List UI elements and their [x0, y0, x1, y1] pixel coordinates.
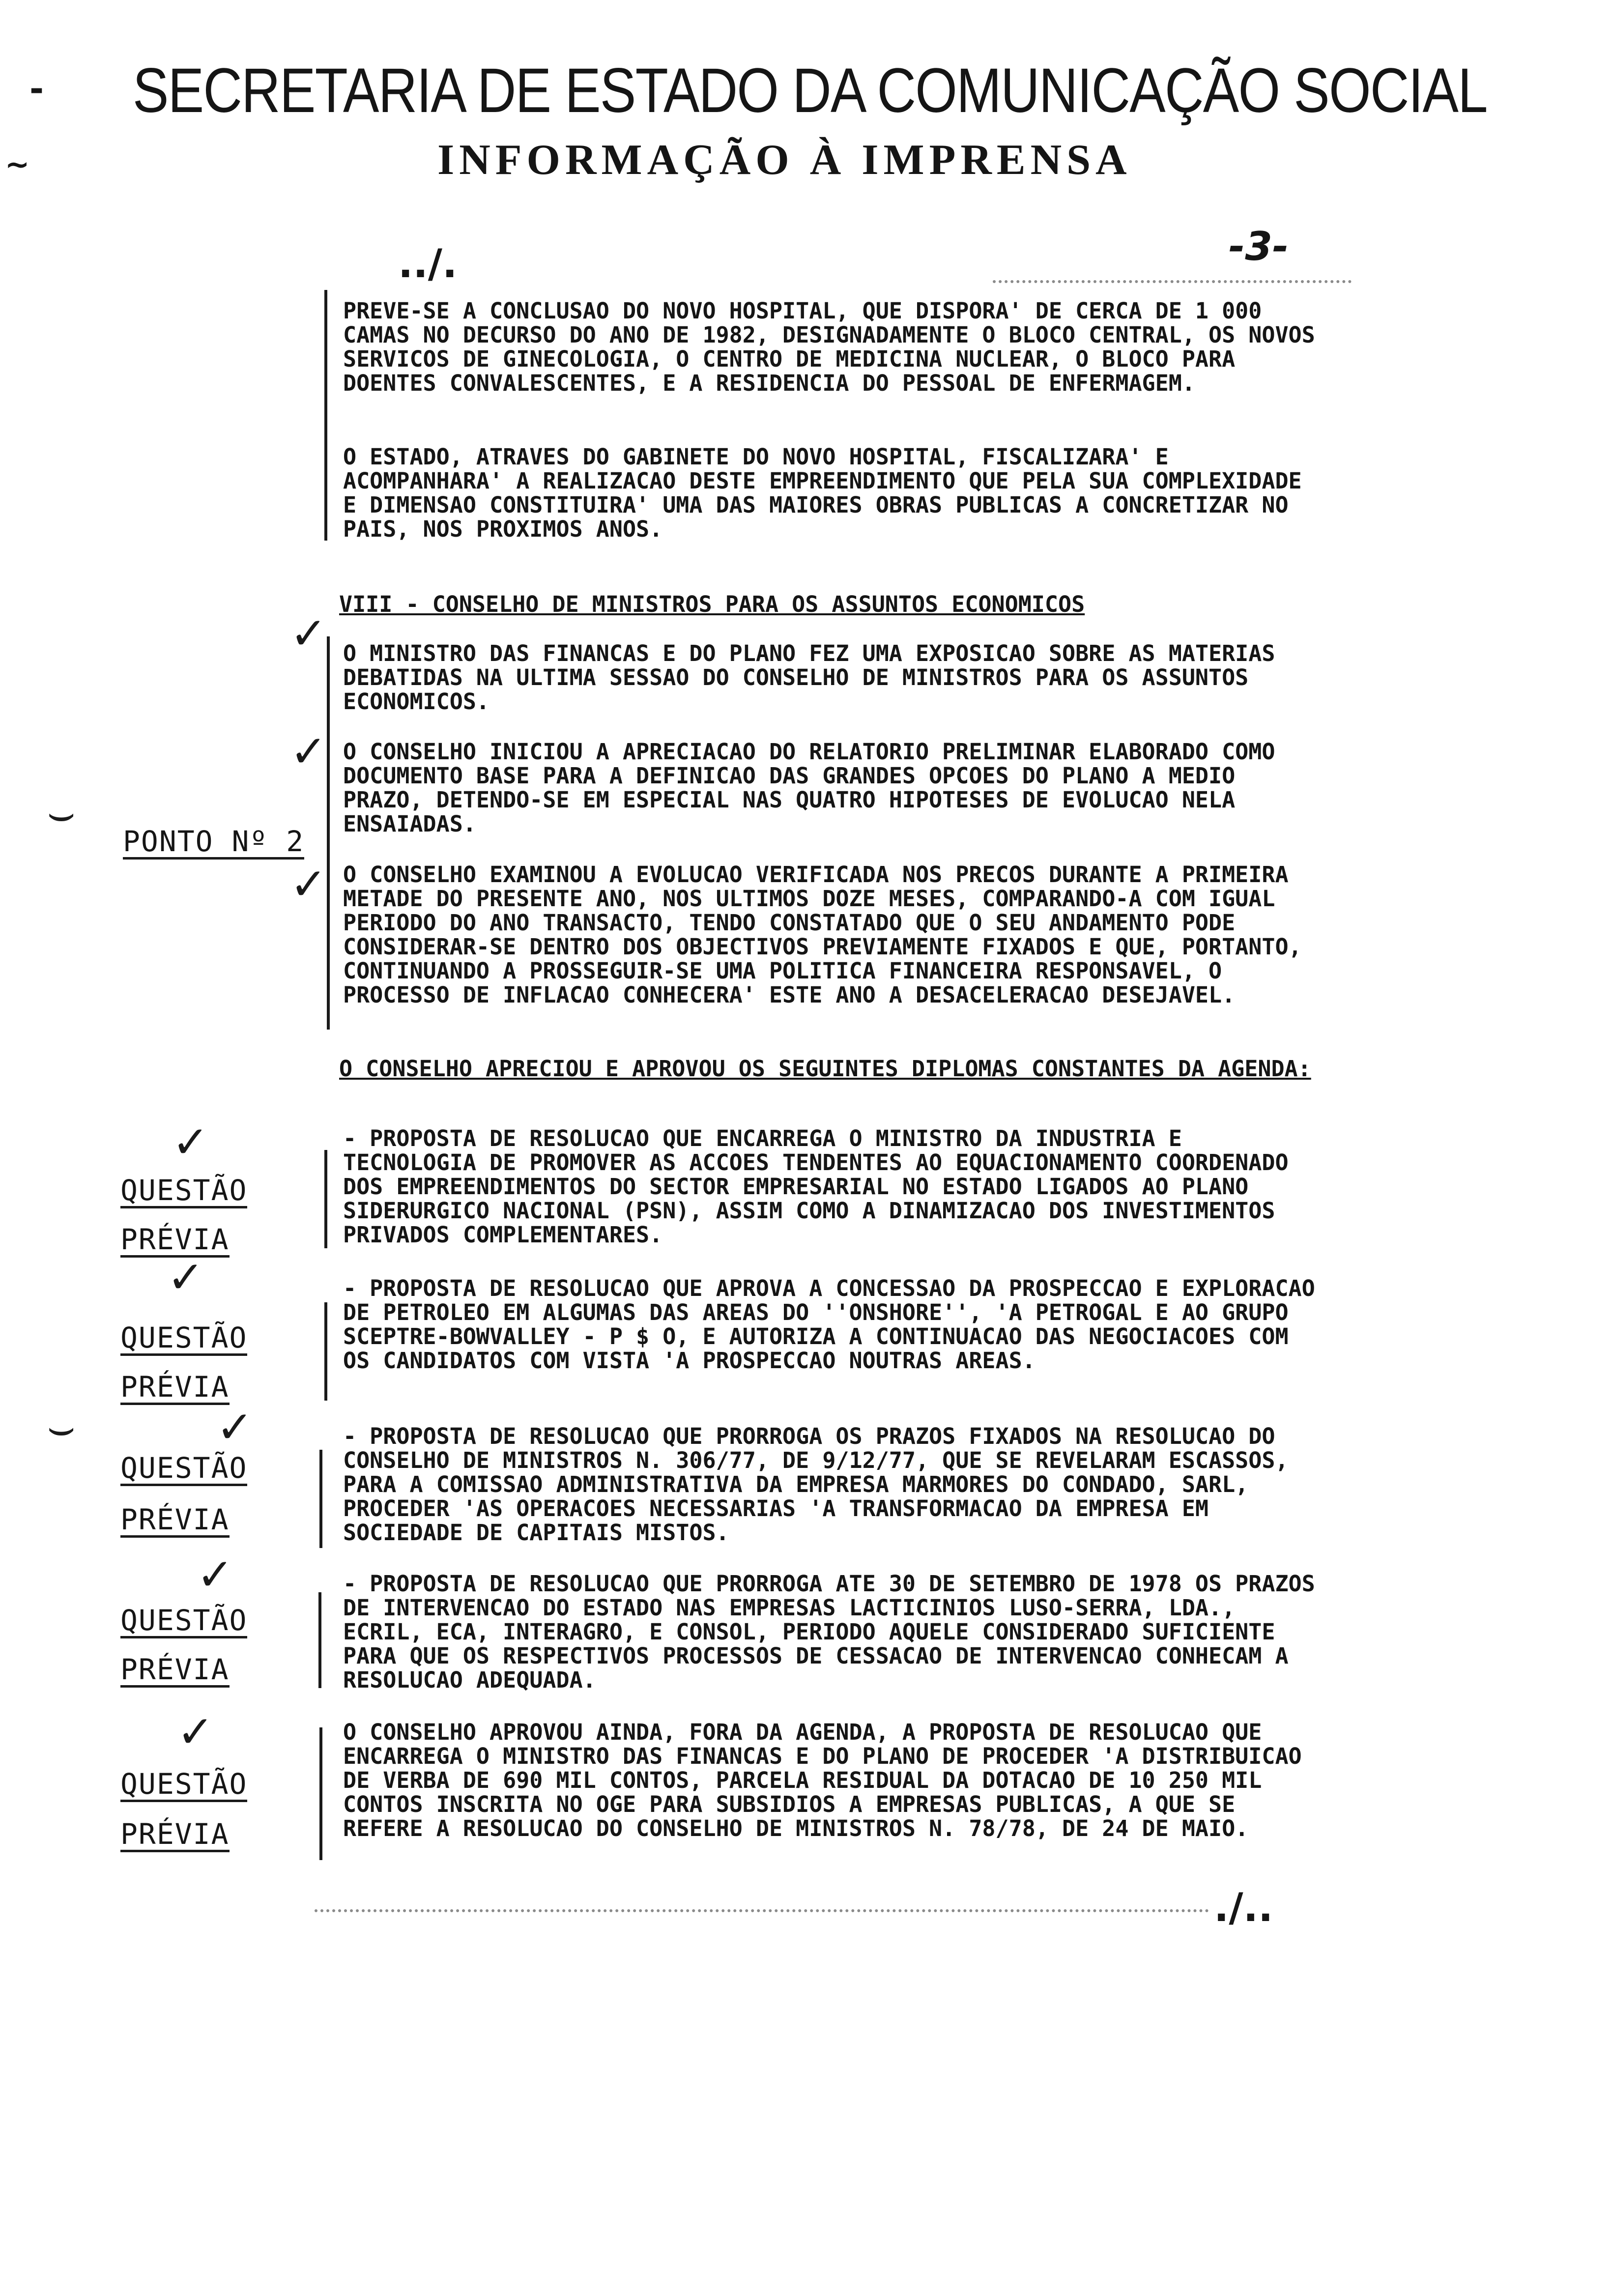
agenda-heading: O CONSELHO APRECIOU E APROVOU OS SEGUINTES DIPLOMAS CONSTANTES DA AGENDA:	[339, 1056, 1311, 1082]
margin-bar	[324, 1150, 327, 1248]
agenda-item-1: - PROPOSTA DE RESOLUCAO QUE ENCARREGA O MINISTRO DA INDUSTRIA E TECNOLOGIA DE PROMOVER AS ACCOES TENDENTES AO EQUACIONAMENTO COORDENADO DOS EMPREENDIMENTOS DO SECTOR EMPRESARIAL NO ESTADO LIGADOS AO PLANO SIDERURGICO NACIONAL (PSN), ASSIM COMO A DINAMIZACAO DOS INVESTIMENTOS PRIVADOS COMPLEMENTARES.	[343, 1125, 1289, 1248]
paragraph-relatorio: O CONSELHO INICIOU A APRECIACAO DO RELATORIO PRELIMINAR ELABORADO COMO DOCUMENTO BASE PARA A DEFINICAO DAS GRANDES OPCOES DO PLANO A MEDIO PRAZO, DETENDO-SE EM ESPECIAL NAS QUATRO HIPOTESES DE EVOLUCAO NELA ENSAIADAS.	[343, 739, 1275, 837]
corner-mark-top: -	[29, 69, 44, 109]
paragraph-precos: O CONSELHO EXAMINOU A EVOLUCAO VERIFICADA NOS PRECOS DURANTE A PRIMEIRA METADE DO PRESENTE ANO, NOS ULTIMOS DOZE MESES, COMPARANDO-A COM IGUAL PERIODO DO ANO TRANSACTO, TENDO CONSTATADO QUE O SEU ANDAMENTO PODE CONSIDERAR-SE DENTRO DOS OBJECTIVOS PREVIAMENTE FIXADOS E QUE, PORTANTO, CONTINUANDO A PROSSEGUIR-SE UMA POLITICA FINANCEIRA RESPONSAVEL, O PROCESSO DE INFLACAO CONHECERA' ESTE ANO A DESACELERACAO DESEJAVEL.	[343, 861, 1302, 1008]
agenda-item-3: - PROPOSTA DE RESOLUCAO QUE PRORROGA OS PRAZOS FIXADOS NA RESOLUCAO DO CONSELHO DE MINISTROS N. 306/77, DE 9/12/77, QUE SE REVELARAM ESCASSOS, PARA A COMISSAO ADMINISTRATIVA DA EMPRESA MARMORES DO CONDADO, SARL, PROCEDER 'AS OPERACOES NECESSARIAS 'A TRANSFORMACAO DA EMPRESA EM SOCIEDADE DE CAPITAIS MISTOS.	[343, 1423, 1289, 1546]
margin-label-previa: PRÉVIA	[120, 1818, 230, 1852]
corner-mark-second: ~	[5, 147, 30, 182]
end-mark: ./..	[1214, 1885, 1273, 1930]
checkmark-icon: ✓	[290, 726, 327, 777]
margin-label-ponto: PONTO Nº 2	[123, 826, 304, 860]
margin-bar	[324, 1302, 327, 1401]
agenda-item-2: - PROPOSTA DE RESOLUCAO QUE APROVA A CONCESSAO DA PROSPECCAO E EXPLORACAO DE PETROLEO EM ALGUMAS DAS AREAS DO ''ONSHORE'', 'A PETROGAL E AO GRUPO SCEPTRE-BOWVALLEY - P $ O, E AUTORIZA A CONTINUACAO DAS NEGOCIACOES COM OS CANDIDATOS COM VISTA 'A PROSPECCAO NOUTRAS AREAS.	[343, 1275, 1315, 1374]
paragraph-estado: O ESTADO, ATRAVES DO GABINETE DO NOVO HOSPITAL, FISCALIZARA' E ACOMPANHARA' A REALIZACAO DESTE EMPREENDIMENTO QUE PELA SUA COMPLEXIDADE E DIMENSAO CONSTITUIRA' UMA DAS MAIORES OBRAS PUBLICAS A CONCRETIZAR NO PAIS, NOS PROXIMOS ANOS.	[343, 444, 1302, 542]
checkmark-icon: ✓	[290, 859, 327, 910]
page-subtitle: INFORMAÇÃO À IMPRENSA	[437, 136, 1132, 184]
scribble-mark: ⌣	[47, 787, 76, 839]
margin-label-previa: PRÉVIA	[120, 1371, 230, 1405]
margin-label-previa: PRÉVIA	[120, 1224, 230, 1258]
paragraph-fora-agenda: O CONSELHO APROVOU AINDA, FORA DA AGENDA, A PROPOSTA DE RESOLUCAO QUE ENCARREGA O MINISTRO DAS FINANCAS E DO PLANO DE PROCEDER 'A DISTRIBUICAO DE VERBA DE 690 MIL CONTOS, PARCELA RESIDUAL DA DOTACAO DE 10 250 MIL CONTOS INSCRITA NO OGE PARA SUBSIDIOS A EMPRESAS PUBLICAS, A QUE SE REFERE A RESOLUCAO DO CONSELHO DE MINISTROS N. 78/78, DE 24 DE MAIO.	[343, 1719, 1302, 1841]
checkmark-icon: ✓	[197, 1549, 234, 1601]
paragraph-hospital: PREVE-SE A CONCLUSAO DO NOVO HOSPITAL, QUE DISPORA' DE CERCA DE 1 000 CAMAS NO DECURSO DO ANO DE 1982, DESIGNADAMENTE O BLOCO CENTRAL, OS NOVOS SERVICOS DE GINECOLOGIA, O CENTRO DE MEDICINA NUCLEAR, O BLOCO PARA DOENTES CONVALESCENTES, E A RESIDENCIA DO PESSOAL DE ENFERMAGEM.	[343, 298, 1315, 396]
footer-dotted-rule	[315, 1909, 1209, 1912]
agenda-item-4: - PROPOSTA DE RESOLUCAO QUE PRORROGA ATE 30 DE SETEMBRO DE 1978 OS PRAZOS DE INTERVENCAO DO ESTADO NAS EMPRESAS LACTICINIOS LUSO-SERRA, LDA., ECRIL, ECA, INTERAGRO, E CONSOL, PERIODO AQUELE CONSIDERADO SUFICIENTE PARA QUE OS RESPECTIVOS PROCESSOS DE CESSACAO DE INTERVENCAO CONHECAM A RESOLUCAO ADEQUADA.	[343, 1571, 1315, 1693]
continuation-mark: ../.	[398, 241, 458, 287]
paragraph-ministro: O MINISTRO DAS FINANCAS E DO PLANO FEZ UMA EXPOSICAO SOBRE AS MATERIAS DEBATIDAS NA ULTIMA SESSAO DO CONSELHO DE MINISTROS PARA OS ASSUNTOS ECONOMICOS.	[343, 640, 1275, 715]
margin-bar	[327, 636, 330, 1030]
margin-label-questao: QUESTÃO	[120, 1605, 247, 1638]
checkmark-icon: ✓	[172, 1117, 209, 1168]
checkmark-icon: ✓	[167, 1252, 204, 1303]
margin-bar	[319, 1450, 322, 1548]
margin-label-questao: QUESTÃO	[120, 1768, 247, 1802]
margin-bar	[319, 1727, 322, 1860]
margin-label-previa: PRÉVIA	[120, 1504, 230, 1538]
checkmark-icon: ✓	[290, 608, 327, 660]
margin-bar	[324, 290, 327, 541]
margin-label-questao: QUESTÃO	[120, 1175, 247, 1208]
page-title: SECRETARIA DE ESTADO DA COMUNICAÇÃO SOCIAL	[133, 56, 1487, 126]
scribble-mark: ⌣	[47, 1402, 76, 1453]
checkmark-icon: ✓	[177, 1706, 214, 1758]
checkmark-icon: ✓	[216, 1402, 254, 1453]
section-heading: VIII - CONSELHO DE MINISTROS PARA OS ASSUNTOS ECONOMICOS	[339, 591, 1085, 617]
margin-label-questao: QUESTÃO	[120, 1452, 247, 1486]
margin-label-questao: QUESTÃO	[120, 1322, 247, 1356]
header-dotted-rule	[993, 280, 1352, 283]
page-number: -3-	[1229, 224, 1289, 269]
margin-bar	[318, 1592, 321, 1688]
margin-label-previa: PRÉVIA	[120, 1654, 230, 1688]
